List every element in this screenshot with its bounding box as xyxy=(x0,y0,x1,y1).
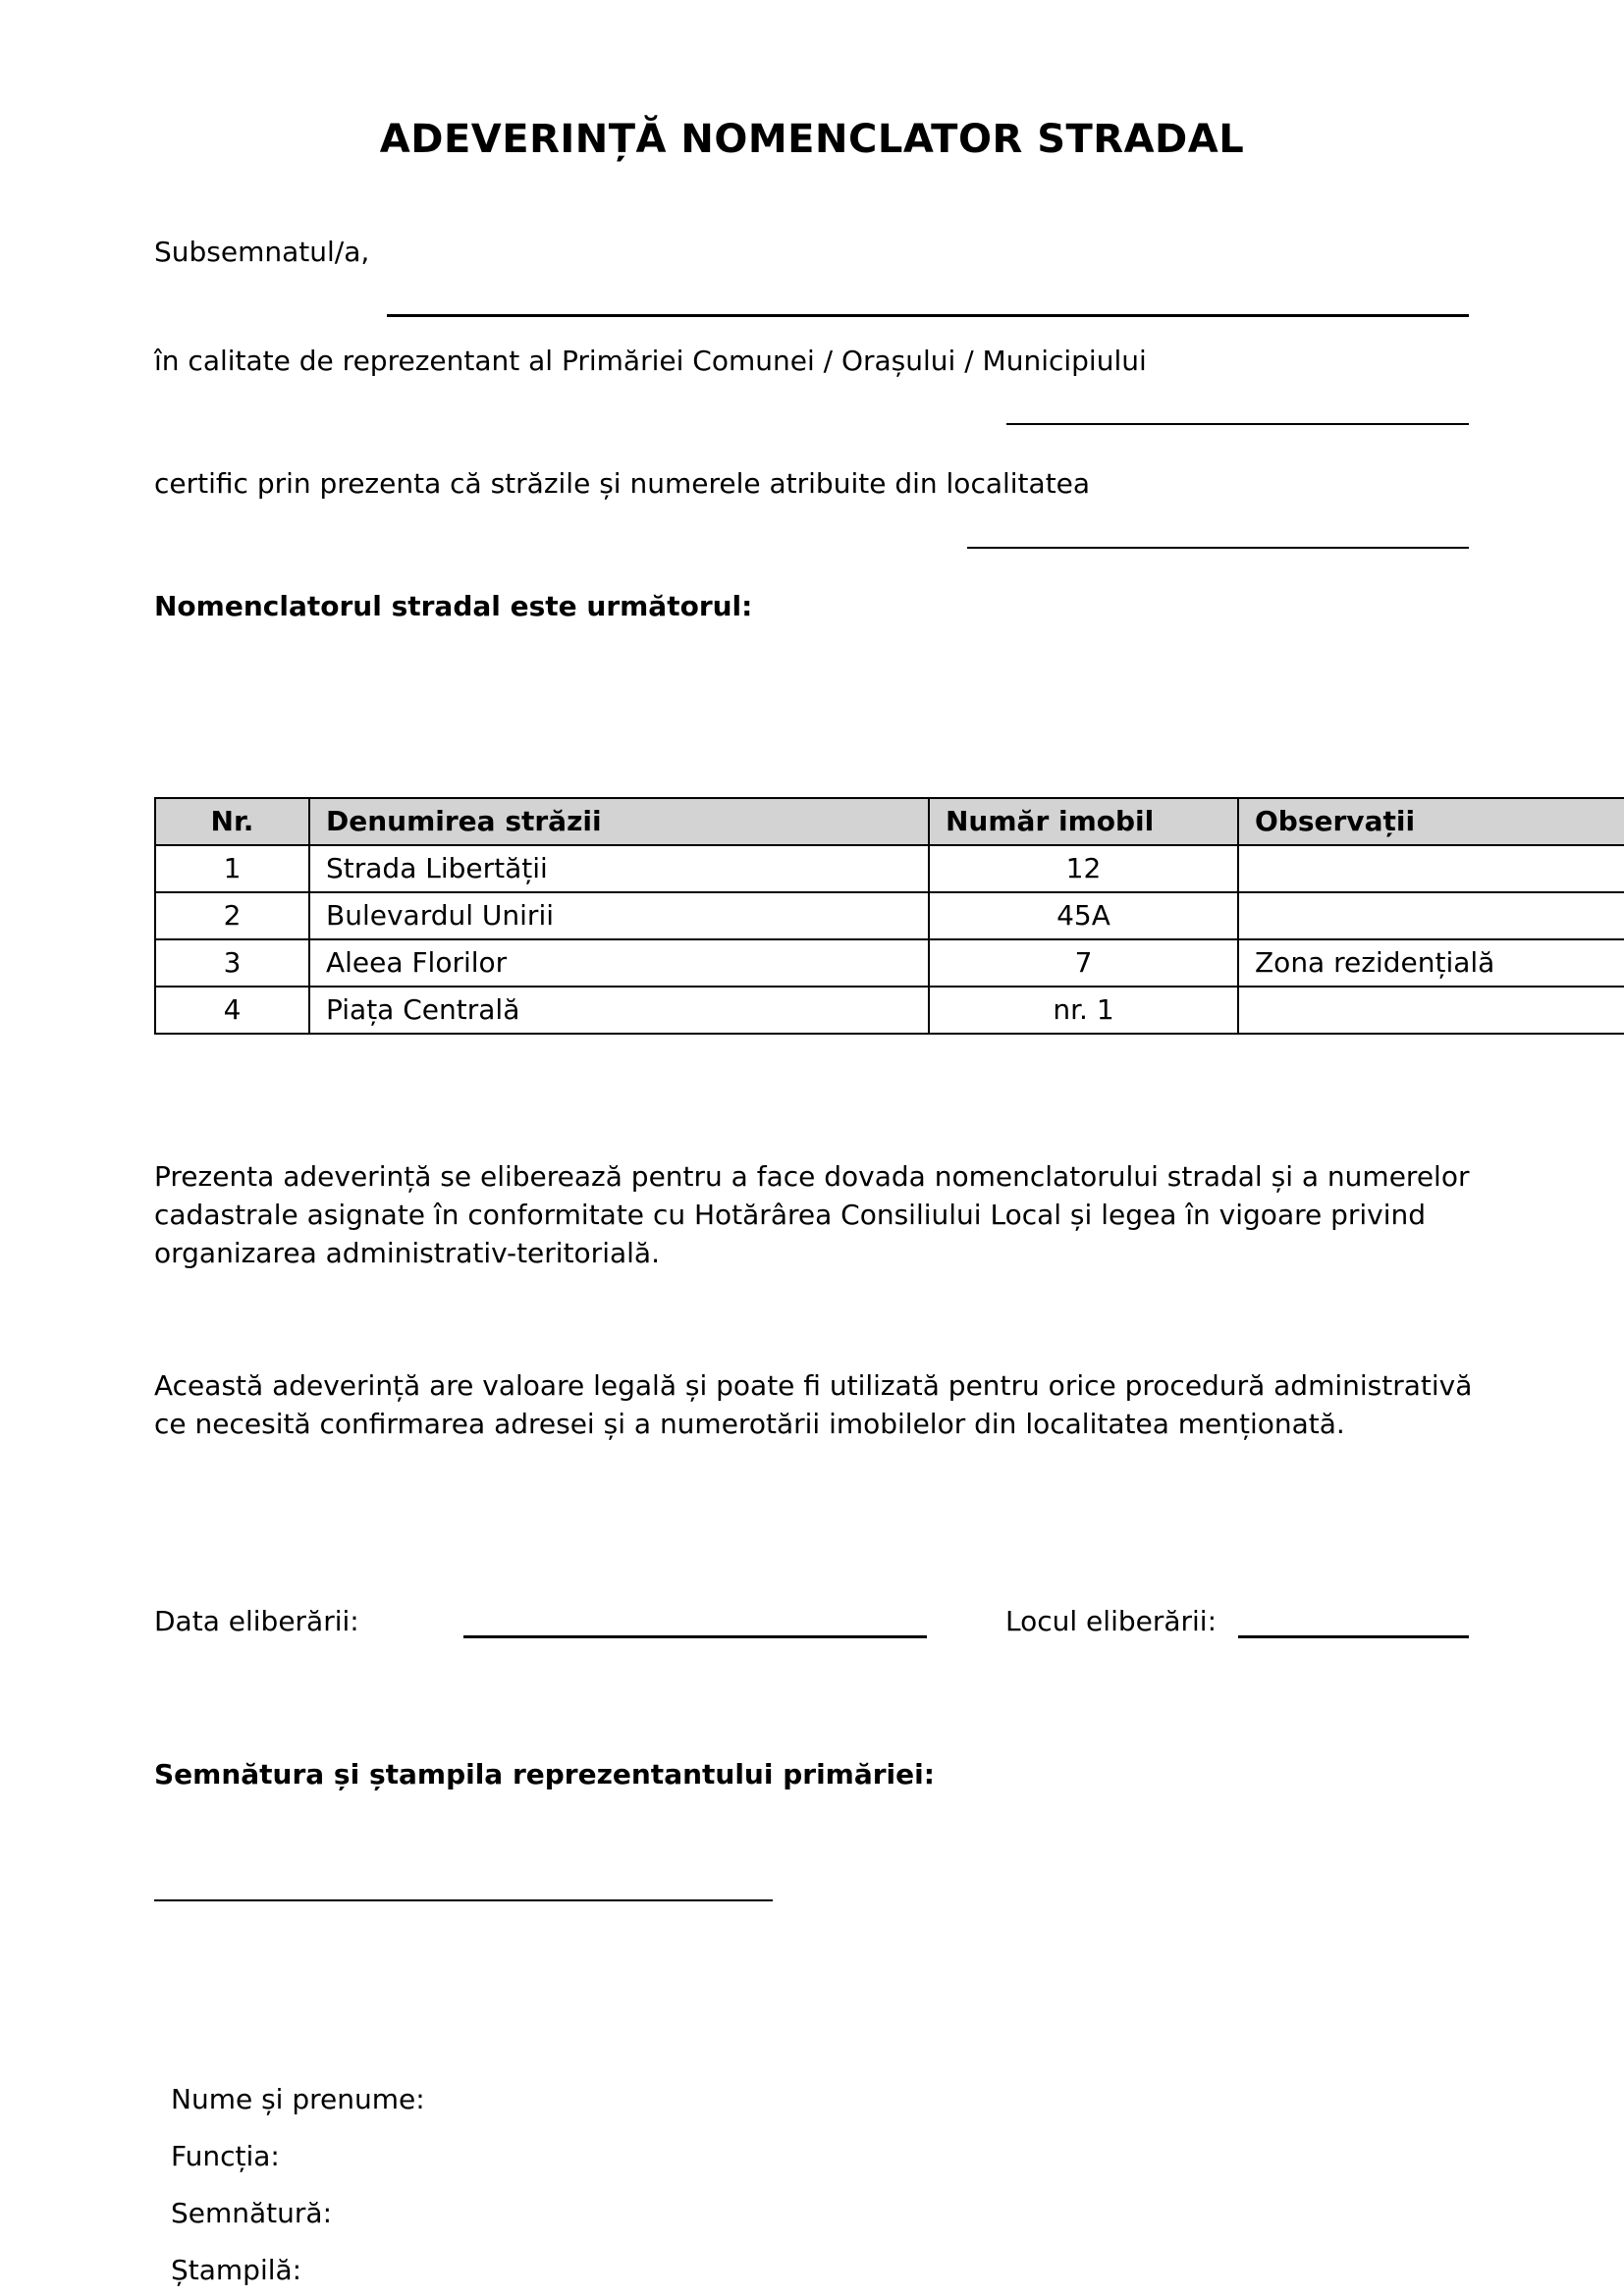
cell-nr: 1 xyxy=(155,845,309,892)
table-row xyxy=(155,987,1624,1034)
certify-text: certific prin prezenta că străzile și numerele atribuite din localitatea xyxy=(154,467,1091,500)
cell-building-number: 7 xyxy=(929,939,1238,987)
column-header-street-name: Denumirea străzii xyxy=(309,798,929,845)
street-nomenclature-table xyxy=(154,797,1624,1035)
signature-line xyxy=(154,1899,773,1901)
signature-signature-label: Semnătură: xyxy=(171,2197,333,2229)
signature-heading: Semnătura și ștampila reprezentantului primăriei: xyxy=(154,1758,935,1790)
cell-building-number: 45A xyxy=(929,892,1238,939)
cell-nr: 2 xyxy=(155,892,309,939)
cell-observations: Zona rezidențială xyxy=(1238,939,1624,987)
cell-observations xyxy=(1238,845,1624,892)
cell-nr: 3 xyxy=(155,939,309,987)
nomenclature-heading: Nomenclatorul stradal este următorul: xyxy=(154,590,753,622)
signature-function-label: Funcția: xyxy=(171,2140,280,2172)
undersigned-name-line xyxy=(387,314,1469,317)
capacity-text: în calitate de reprezentant al Primăriei Comunei / Orașului / Municipiului xyxy=(154,345,1147,377)
cell-street-name: Strada Libertății xyxy=(309,845,929,892)
municipality-name-line xyxy=(1006,423,1469,425)
cell-street-name: Aleea Florilor xyxy=(309,939,929,987)
column-header-nr: Nr. xyxy=(155,798,309,845)
table-row xyxy=(155,939,1624,987)
cell-street-name: Piața Centrală xyxy=(309,987,929,1034)
signature-name-label: Nume și prenume: xyxy=(171,2083,425,2115)
page-title: ADEVERINȚĂ NOMENCLATOR STRADAL xyxy=(379,117,1245,162)
table-row xyxy=(155,892,1624,939)
cell-street-name: Bulevardul Unirii xyxy=(309,892,929,939)
undersigned-label: Subsemnatul/a, xyxy=(154,236,370,268)
purpose-paragraph: Prezenta adeverință se eliberează pentru a face dovada nomenclatorului stradal și a numerelor cadastrale asignate în conformitate cu Hotărârea Consiliului Local și legea în vigoare privind organizarea administrativ-teritorială. xyxy=(154,1160,1470,1269)
cell-observations xyxy=(1238,892,1624,939)
locality-name-line xyxy=(967,547,1469,549)
cell-observations xyxy=(1238,987,1624,1034)
issue-place-label: Locul eliberării: xyxy=(1005,1605,1218,1637)
table-header-row xyxy=(155,798,1624,845)
issue-place-line xyxy=(1238,1635,1469,1638)
issue-date-line xyxy=(463,1635,927,1638)
cell-building-number: 12 xyxy=(929,845,1238,892)
table-row xyxy=(155,845,1624,892)
issue-date-label: Data eliberării: xyxy=(154,1605,359,1637)
cell-building-number: nr. 1 xyxy=(929,987,1238,1034)
legal-value-paragraph: Această adeverință are valoare legală și poate fi utilizată pentru orice procedură administrativă ce necesită confirmarea adresei și a numerotării imobilelor din localitatea menționată. xyxy=(154,1369,1473,1440)
column-header-observations: Observații xyxy=(1238,798,1624,845)
cell-nr: 4 xyxy=(155,987,309,1034)
signature-stamp-label: Ștampilă: xyxy=(171,2254,302,2286)
column-header-building-number: Număr imobil xyxy=(929,798,1238,845)
